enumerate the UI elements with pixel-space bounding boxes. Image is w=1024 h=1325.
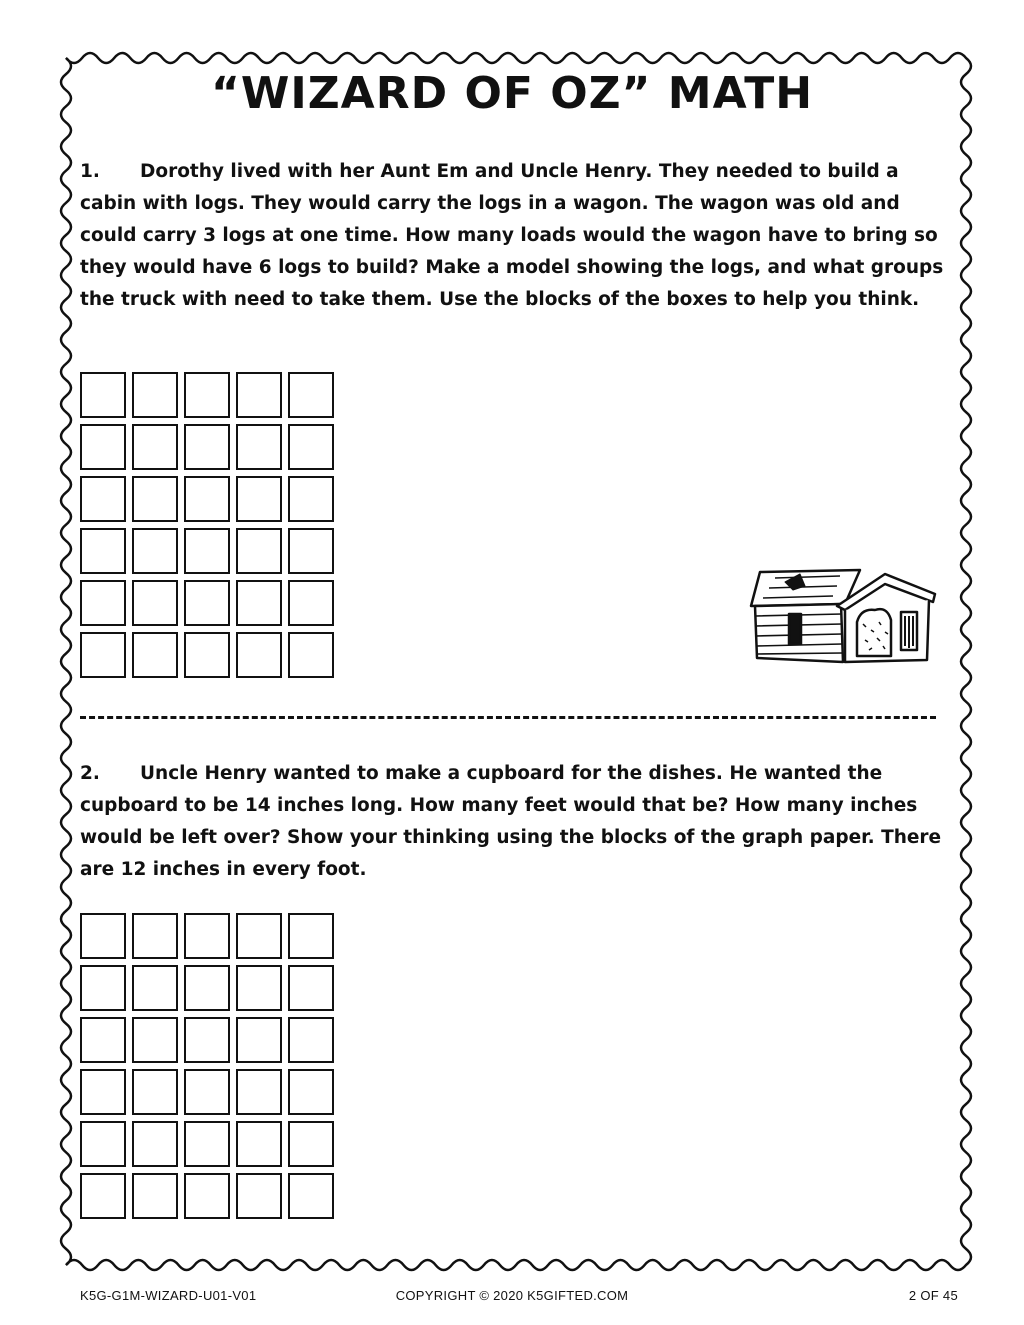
grid-cell bbox=[80, 1121, 126, 1167]
grid-cell bbox=[288, 1121, 334, 1167]
grid-cell bbox=[184, 1017, 230, 1063]
grid-cell bbox=[132, 1017, 178, 1063]
grid-cell bbox=[80, 476, 126, 522]
grid-cell bbox=[288, 424, 334, 470]
grid-cell bbox=[184, 424, 230, 470]
grid-cell bbox=[236, 1069, 282, 1115]
grid-cell bbox=[132, 1173, 178, 1219]
page-number: 2 OF 45 bbox=[908, 1288, 958, 1303]
grid-cell bbox=[132, 528, 178, 574]
grid-cell bbox=[132, 965, 178, 1011]
grid-cell bbox=[236, 1173, 282, 1219]
grid-cell bbox=[184, 528, 230, 574]
grid-cell bbox=[184, 965, 230, 1011]
grid-cell bbox=[80, 913, 126, 959]
answer-grid-1 bbox=[80, 372, 334, 678]
grid-cell bbox=[184, 1121, 230, 1167]
grid-cell bbox=[288, 528, 334, 574]
grid-cell bbox=[132, 476, 178, 522]
question-2-number: 2. bbox=[80, 763, 100, 784]
grid-cell bbox=[184, 1069, 230, 1115]
grid-cell bbox=[80, 424, 126, 470]
grid-cell bbox=[236, 1017, 282, 1063]
grid-cell bbox=[288, 1173, 334, 1219]
grid-cell bbox=[236, 424, 282, 470]
question-1-number: 1. bbox=[80, 161, 100, 182]
grid-cell bbox=[236, 913, 282, 959]
grid-cell bbox=[132, 424, 178, 470]
question-1-text: Dorothy lived with her Aunt Em and Uncle Henry. They needed to build a cabin with logs. They would carry the logs in a wagon. The wagon was old and could carry 3 logs at one time. How many loads would the wagon have to bring so they would have 6 logs to build? Make a model showing the logs, and what groups the truck with need to take them. Use the blocks of the boxes to help you think. bbox=[80, 161, 944, 310]
grid-cell bbox=[132, 1069, 178, 1115]
grid-cell bbox=[236, 965, 282, 1011]
grid-cell bbox=[288, 913, 334, 959]
grid-cell bbox=[80, 1069, 126, 1115]
answer-grid-2 bbox=[80, 913, 334, 1219]
grid-cell bbox=[80, 632, 126, 678]
grid-cell bbox=[236, 1121, 282, 1167]
document-code: K5G-G1M-WIZARD-U01-V01 bbox=[80, 1288, 257, 1303]
grid-cell bbox=[184, 476, 230, 522]
grid-cell bbox=[132, 913, 178, 959]
question-1 bbox=[80, 156, 948, 316]
grid-cell bbox=[80, 1017, 126, 1063]
copyright-notice: COPYRIGHT © 2020 K5GIFTED.COM bbox=[395, 1288, 629, 1303]
grid-cell bbox=[80, 965, 126, 1011]
grid-cell bbox=[288, 965, 334, 1011]
question-2 bbox=[80, 758, 948, 886]
grid-cell bbox=[288, 476, 334, 522]
grid-cell bbox=[184, 913, 230, 959]
grid-cell bbox=[132, 580, 178, 626]
grid-cell bbox=[288, 372, 334, 418]
page-title: “WIZARD OF OZ” MATH bbox=[210, 68, 814, 119]
grid-cell bbox=[80, 372, 126, 418]
grid-cell bbox=[80, 1173, 126, 1219]
grid-cell bbox=[80, 528, 126, 574]
grid-cell bbox=[184, 1173, 230, 1219]
grid-cell bbox=[184, 580, 230, 626]
grid-cell bbox=[132, 632, 178, 678]
grid-cell bbox=[288, 580, 334, 626]
cabin-illustration bbox=[745, 566, 937, 666]
grid-cell bbox=[184, 632, 230, 678]
grid-cell bbox=[288, 1017, 334, 1063]
question-2-text: Uncle Henry wanted to make a cupboard for the dishes. He wanted the cupboard to be 14 inches long. How many feet would that be? How many inches would be left over? Show your thinking using the blocks of the graph paper. There are 12 inches in every foot. bbox=[80, 763, 942, 880]
grid-cell bbox=[236, 632, 282, 678]
grid-cell bbox=[236, 372, 282, 418]
grid-cell bbox=[132, 1121, 178, 1167]
grid-cell bbox=[236, 476, 282, 522]
grid-cell bbox=[184, 372, 230, 418]
grid-cell bbox=[236, 580, 282, 626]
grid-cell bbox=[288, 632, 334, 678]
grid-cell bbox=[80, 580, 126, 626]
section-divider bbox=[80, 716, 936, 719]
grid-cell bbox=[288, 1069, 334, 1115]
grid-cell bbox=[132, 372, 178, 418]
grid-cell bbox=[236, 528, 282, 574]
